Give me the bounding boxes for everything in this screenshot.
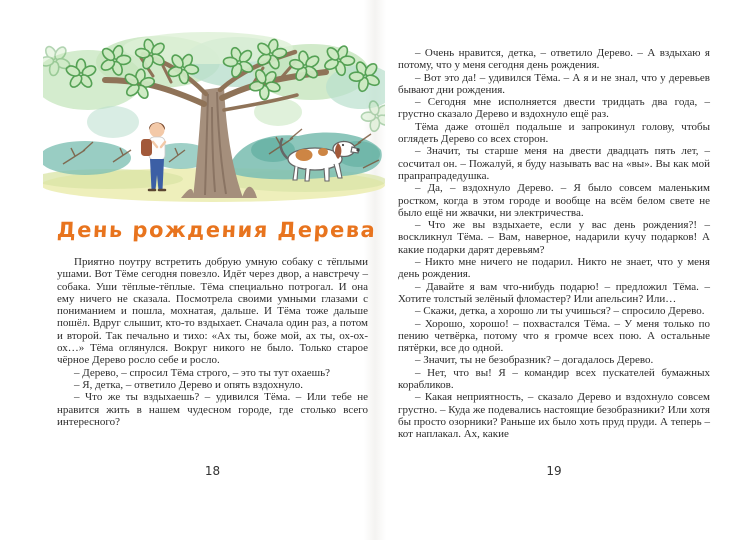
paragraph: – Какая неприятность, – сказало Дерево и вздохнуло совсем грустно. – Куда же подевались настоящие безобразники? Или хотя бы просто озорники? Раньше их было хоть пруд пруди. А теперь – кот наплакал. Ах, какие — [398, 391, 710, 441]
paragraph: – Очень нравится, детка, – ответило Дерево. – А вздыхаю я потому, что у меня сегодня день рождения. — [398, 47, 710, 72]
paragraph: Тёма даже отошёл подальше и запрокинул голову, чтобы оглядеть Дерево со всех сторон. — [398, 120, 710, 146]
paragraph: – Сегодня мне исполняется двести тридцать два года, – грустно сказало Дерево и вздохнуло ещё раз. — [398, 96, 710, 121]
paragraph: – Вот это да! – удивился Тёма. – А я и не знал, что у деревьев бывают дни рождения. — [398, 71, 710, 96]
chapter-title: День рождения Дерева — [56, 218, 377, 242]
paragraph: – Никто мне ничего не подарил. Никто не знает, что у меня день рождения. — [398, 256, 710, 281]
page-right — [398, 0, 710, 540]
paragraph: – Что же вы вздыхаете, если у вас день рождения?! – воскликнул Тёма. – Вам, наверное, надарили кучу подарков! А какие подарки дарят деревьям? — [398, 219, 710, 256]
paragraph: – Хорошо, хорошо! – похвастался Тёма. – У меня только по пению четвёрка, потому что я громче всех пою. А остальные пятёрки, все до одной. — [398, 317, 710, 355]
left-page-text — [57, 256, 368, 428]
paragraph: – Значит, ты не безобразник? – догадалось Дерево. — [415, 354, 654, 367]
paragraph: – Давайте я вам что-нибудь подарю! – предложил Тёма. – Хотите толстый зелёный фломастер? Или апельсин? Или… — [398, 280, 710, 305]
page-number-right: 19 — [546, 464, 562, 478]
page-number-left: 18 — [204, 464, 221, 478]
right-page-text — [398, 47, 710, 441]
paragraph: – Значит, ты старше меня на двести двадцать пять лет, – сосчитал он. – Пожалуй, я буду называть вас на «вы». Вы как мой прапрапрадедушка. — [398, 145, 710, 182]
paragraph: Приятно поутру встретить добрую умную собаку с тёплыми ушами. Вот Тёме сегодня повезло. Идёт через двор, а навстречу – собака. Уши тёплые-тёплые. Тёма специально потрогал. И она ему ничего не сказала. Посмотрела своими умными глазами с пониманием и пошла, мохнатая, дальше. И Тёма тоже дальше пошёл. Вдруг слышит, кто-то вздыхает. Сначала один раз, а потом и второй. Так печально и тихо: «Ах ты, боже мой, ах ты, ох-ох-ох…» Тёма оглянулся. Вокруг никого не было. Только старое чёрное Дерево росло себе и росло. — [57, 256, 368, 367]
paragraph: – Нет, что вы! Я – командир всех пускателей бумажных корабликов. — [398, 366, 710, 392]
paragraph: – Я, детка, – ответило Дерево и опять вздохнуло. — [74, 378, 304, 391]
paragraph: – Скажи, детка, а хорошо ли ты учишься? – спросило Дерево. — [415, 305, 705, 318]
tree-illustration — [43, 32, 385, 204]
paragraph: – Да, – вздохнуло Дерево. – Я было совсем маленьким ростком, когда в этом городе и вообще на всём белом свете не было ещё ни жвачки, ни электричества. — [398, 182, 710, 219]
page-left — [56, 0, 377, 540]
paragraph: – Дерево, – спросил Тёма строго, – это ты тут охаешь? — [74, 366, 331, 379]
paragraph: – Что же ты вздыхаешь? – удивился Тёма. – Или тебе не нравится жить в нашем чудесном городе, где столько всего интересного? — [57, 391, 368, 428]
